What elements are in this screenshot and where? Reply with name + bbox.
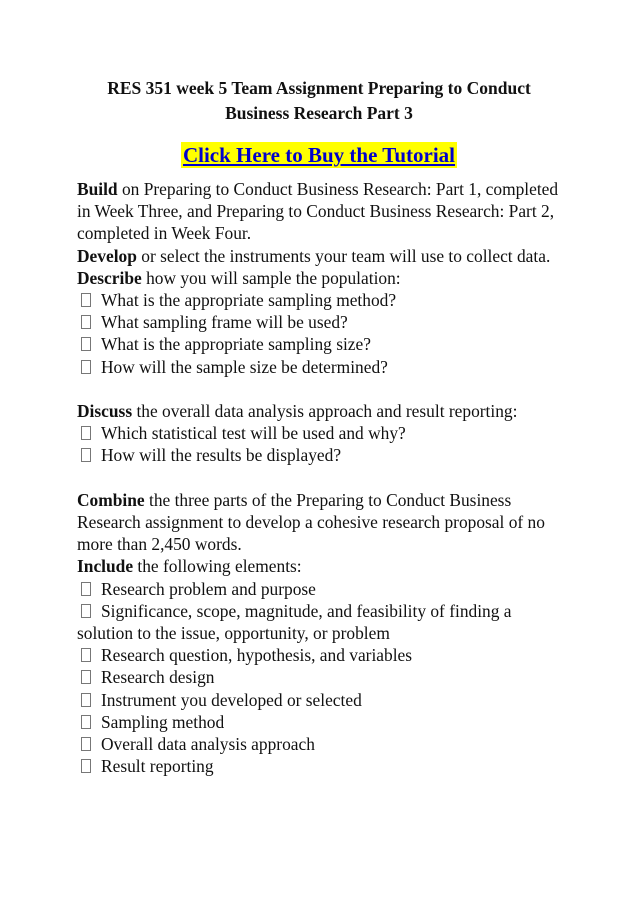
document-title xyxy=(70,76,568,126)
combine-paragraph xyxy=(77,489,567,556)
bullet-box-icon xyxy=(81,337,91,351)
list-item: What is the appropriate sampling method? xyxy=(77,289,567,311)
build-lead: Build xyxy=(77,179,118,199)
list-item: How will the sample size be determined? xyxy=(77,356,567,378)
bullet-box-icon xyxy=(81,315,91,329)
title-line-1: RES 351 week 5 Team Assignment Preparing to Conduct xyxy=(107,78,531,98)
combine-lead: Combine xyxy=(77,489,145,510)
include-lead: Include xyxy=(77,556,134,577)
combine-text: the three parts of the Preparing to Conduct Business Research assignment to develop a cohesive research proposal of no more than 2,450 words. xyxy=(77,489,545,555)
list-item: How will the results be displayed? xyxy=(77,444,567,466)
bullet-box-icon xyxy=(81,670,91,684)
bullet-box-icon xyxy=(81,582,91,596)
discuss-paragraph xyxy=(77,400,567,422)
include-paragraph xyxy=(77,555,567,577)
list-item: Research question, hypothesis, and variables xyxy=(77,644,567,666)
bullet-box-icon xyxy=(81,604,91,618)
bullet-box-icon xyxy=(81,293,91,307)
title-line-2: Business Research Part 3 xyxy=(225,103,413,123)
buy-tutorial-link[interactable]: Click Here to Buy the Tutorial xyxy=(182,143,456,167)
bullet-box-icon xyxy=(81,693,91,707)
describe-lead: Describe xyxy=(77,267,142,288)
bullet-box-icon xyxy=(81,448,91,462)
bullet-box-icon xyxy=(81,648,91,662)
list-item: Overall data analysis approach xyxy=(77,733,567,755)
bullet-box-icon xyxy=(81,360,91,374)
discuss-text: the overall data analysis approach and result reporting: xyxy=(132,401,518,422)
build-text: on Preparing to Conduct Business Research: Part 1, completed in Week Three, and Preparing to Conduct Business Research: Part 2, completed in Week Four. xyxy=(77,179,559,244)
list-item: Research design xyxy=(77,666,567,688)
list-item: What sampling frame will be used? xyxy=(77,311,567,333)
develop-text: or select the instruments your team will use to collect data. xyxy=(136,245,551,266)
describe-text: how you will sample the population: xyxy=(141,267,401,288)
assignment-body xyxy=(77,178,567,777)
list-item: Significance, scope, magnitude, and feasibility of finding a solution to the issue, opportunity, or problem xyxy=(77,600,512,644)
bullet-box-icon xyxy=(81,426,91,440)
list-item: Research problem and purpose xyxy=(77,578,567,600)
bullet-box-icon xyxy=(81,715,91,729)
list-item: Which statistical test will be used and why? xyxy=(77,422,567,444)
list-item: Instrument you developed or selected xyxy=(77,689,567,711)
develop-paragraph xyxy=(77,245,567,267)
list-item: What is the appropriate sampling size? xyxy=(77,333,567,355)
build-paragraph xyxy=(77,178,567,245)
discuss-lead: Discuss xyxy=(77,401,133,422)
list-item: Result reporting xyxy=(77,755,567,777)
list-item: Sampling method xyxy=(77,711,567,733)
include-text: the following elements: xyxy=(133,556,302,577)
develop-lead: Develop xyxy=(77,245,137,266)
bullet-box-icon xyxy=(81,737,91,751)
describe-paragraph xyxy=(77,267,567,289)
bullet-box-icon xyxy=(81,759,91,773)
